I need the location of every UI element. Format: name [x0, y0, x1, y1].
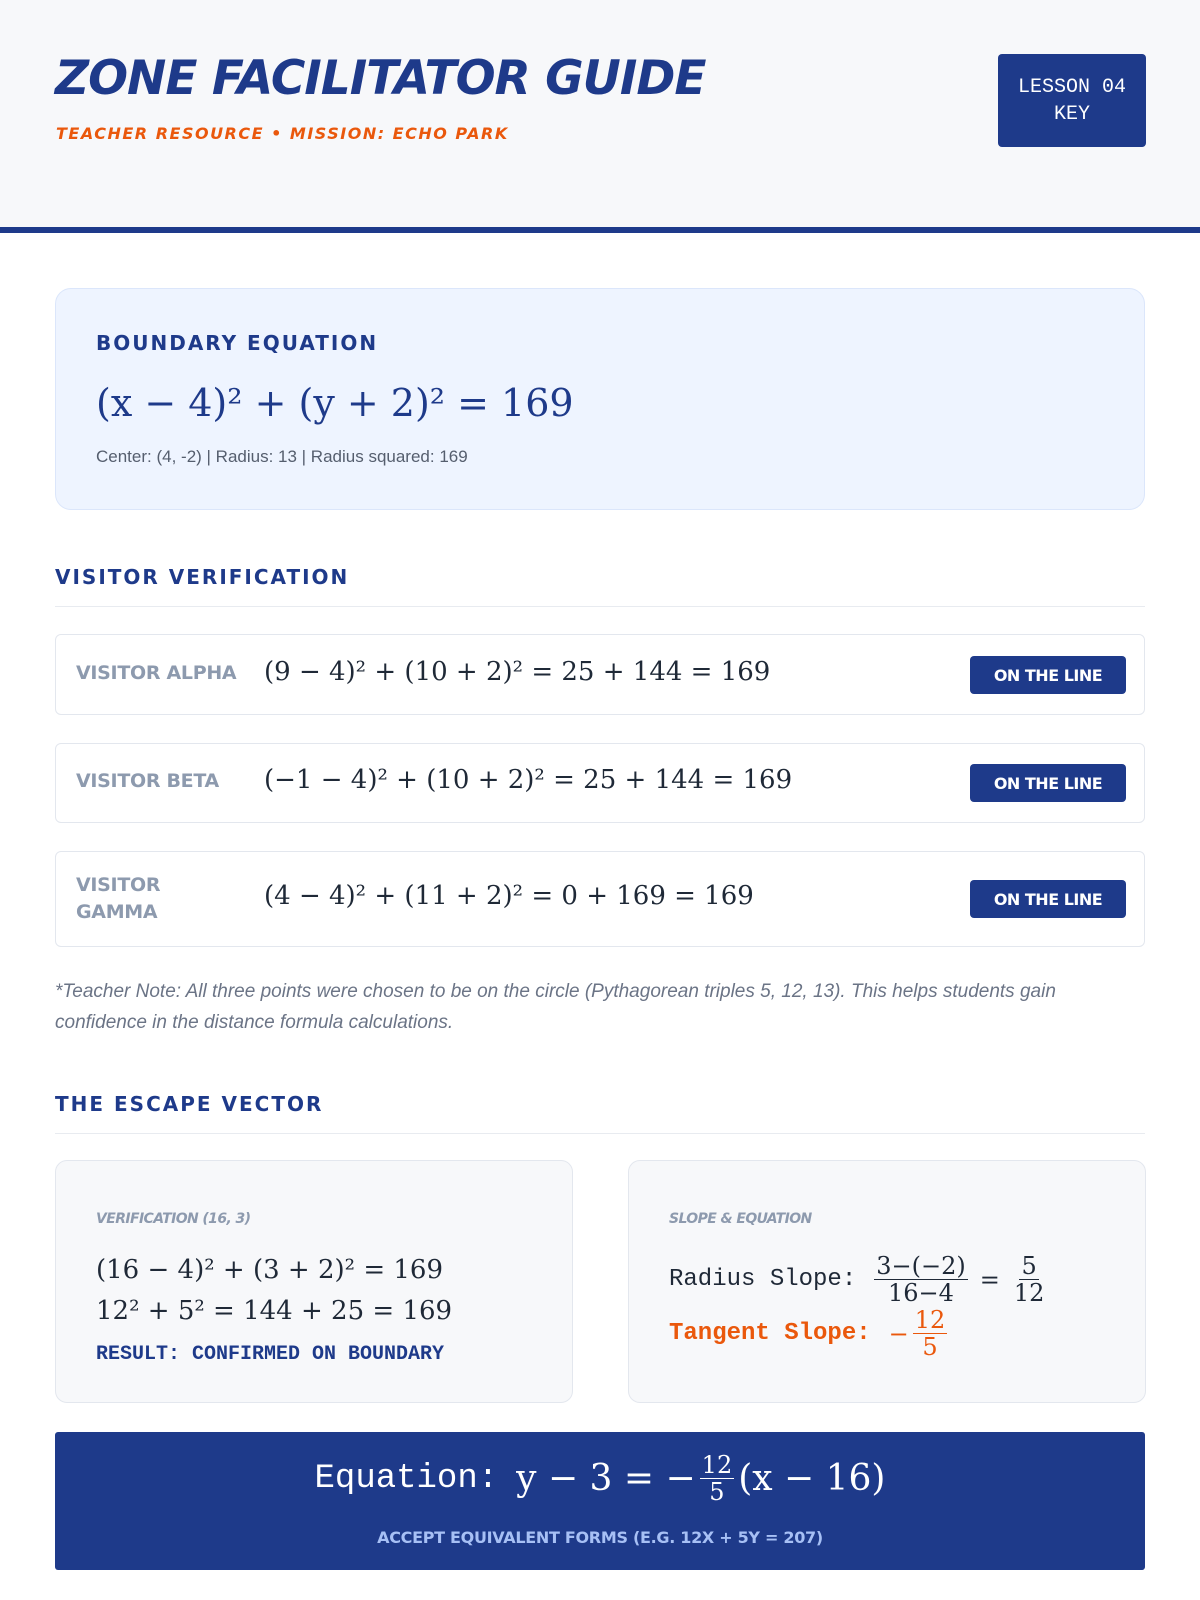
- fraction-numerator: 12: [914, 1306, 946, 1334]
- page-subtitle: TEACHER RESOURCE • MISSION: ECHO PARK: [56, 124, 509, 143]
- verification-heading: VISITOR VERIFICATION: [55, 565, 350, 589]
- fraction-denominator: 5: [922, 1333, 938, 1362]
- divider: [55, 1133, 1145, 1134]
- tangent-slope-label: Tangent Slope:: [669, 1320, 871, 1348]
- boundary-meta: Center: (4, -2) | Radius: 13 | Radius squared: 169: [96, 447, 468, 466]
- final-equation-label: Equation:: [314, 1459, 499, 1498]
- page-header: [0, 0, 1200, 233]
- equivalent-forms-note: ACCEPT EQUIVALENT FORMS (E.G. 12X + 5Y = 207): [377, 1528, 823, 1547]
- panel-label: VERIFICATION (16, 3): [96, 1211, 251, 1227]
- final-equation-band: [55, 1432, 1145, 1570]
- fraction-numerator: 5: [1021, 1252, 1037, 1280]
- visitor-row-alpha: [55, 634, 1145, 715]
- boundary-label: BOUNDARY EQUATION: [96, 331, 379, 355]
- tangent-slope-line: [669, 1307, 951, 1361]
- status-badge: ON THE LINE: [970, 656, 1126, 694]
- slope-panel: [628, 1160, 1146, 1403]
- status-badge: ON THE LINE: [970, 764, 1126, 802]
- verification-result: RESULT: CONFIRMED ON BOUNDARY: [96, 1343, 445, 1366]
- lesson-key-label: KEY: [1053, 102, 1090, 126]
- negative-sign: −: [888, 1319, 909, 1348]
- equals-sign: =: [979, 1265, 1000, 1294]
- visitor-calculation: (9 − 4)² + (10 + 2)² = 25 + 144 = 169: [264, 657, 771, 687]
- visitor-calculation: (4 − 4)² + (11 + 2)² = 0 + 169 = 169: [264, 881, 754, 911]
- radius-slope-line: [669, 1253, 1050, 1307]
- escape-heading: THE ESCAPE VECTOR: [55, 1092, 324, 1116]
- page-title: ZONE FACILITATOR GUIDE: [55, 51, 706, 106]
- visitor-name: VISITOR ALPHA: [76, 662, 237, 684]
- lesson-badge: [998, 54, 1146, 147]
- visitor-calculation: (−1 − 4)² + (10 + 2)² = 25 + 144 = 169: [264, 765, 793, 795]
- teacher-note: *Teacher Note: All three points were chosen to be on the circle (Pythagorean triples 5, 12, 13). This helps students gain confidence in the distance formula calculations.: [55, 981, 1056, 1033]
- visitor-name: VISITOR BETA: [76, 770, 219, 792]
- radius-slope-label: Radius Slope:: [669, 1266, 857, 1294]
- final-equation-rhs: (x − 16): [738, 1458, 886, 1500]
- status-badge: ON THE LINE: [970, 880, 1126, 918]
- radius-slope-fraction: [874, 1253, 967, 1307]
- fraction-numerator: 12: [701, 1451, 733, 1479]
- boundary-equation-card: [55, 288, 1145, 510]
- boundary-equation: (x − 4)² + (y + 2)² = 169: [96, 381, 574, 425]
- tangent-slope-fraction: [913, 1307, 948, 1361]
- visitor-row-gamma: [55, 851, 1145, 947]
- fraction-denominator: 16−4: [888, 1279, 954, 1308]
- final-equation-fraction: [700, 1452, 735, 1506]
- radius-slope-result: [1012, 1253, 1047, 1307]
- lesson-number: LESSON 04: [1017, 75, 1127, 99]
- fraction-denominator: 12: [1013, 1279, 1045, 1308]
- visitor-name: VISITOR GAMMA: [76, 874, 161, 923]
- fraction-denominator: 5: [709, 1478, 725, 1507]
- divider: [55, 606, 1145, 607]
- final-equation: [55, 1452, 1145, 1506]
- verification-line-1: (16 − 4)² + (3 + 2)² = 169: [96, 1255, 444, 1285]
- verification-line-2: 12² + 5² = 144 + 25 = 169: [96, 1296, 453, 1326]
- fraction-numerator: 3−(−2): [876, 1252, 966, 1280]
- visitor-row-beta: [55, 743, 1145, 823]
- final-equation-lhs: y − 3 = −: [516, 1458, 696, 1500]
- verification-panel: [55, 1160, 573, 1403]
- panel-label: SLOPE & EQUATION: [669, 1211, 812, 1227]
